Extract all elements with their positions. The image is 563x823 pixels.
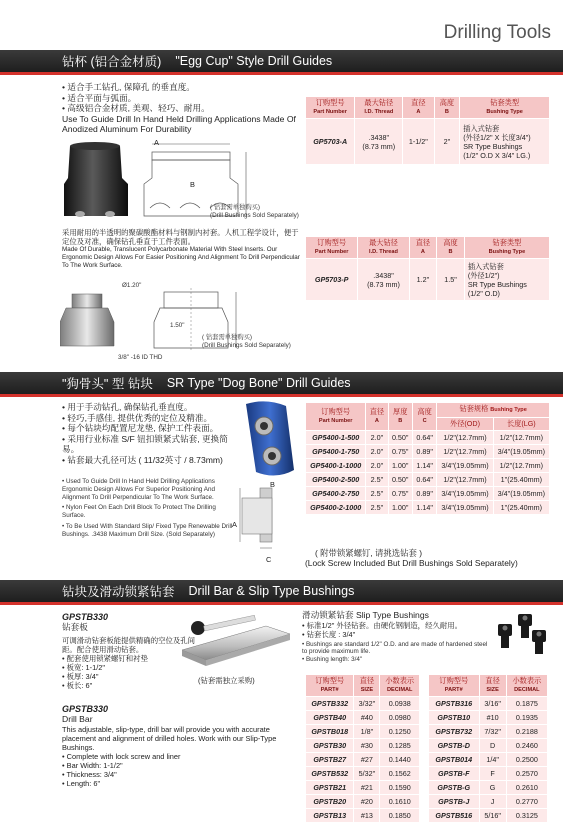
table-cell-part: GPSTB-G <box>429 781 480 795</box>
slip-bushing-table-left <box>305 674 420 823</box>
dog-bone-bullets-cn <box>62 402 230 466</box>
table-cell-dec: 0.2188 <box>506 725 547 739</box>
column-header: 高度 B <box>434 97 460 119</box>
column-header: 订购型号 Part Number <box>306 97 355 119</box>
bullet: • 轻巧,手感佳, 提供优秀的定位及精准。 <box>62 413 230 424</box>
table-cell-lg: 1"(25.40mm) <box>493 473 549 487</box>
table-cell-c: 1.14" <box>412 459 436 473</box>
table-cell-size: #27 <box>354 753 380 767</box>
table-cell-part: GPSTB532 <box>306 767 354 781</box>
table-cell-part: GPSTB014 <box>429 753 480 767</box>
part-name-cn: 钻套板 <box>62 622 88 632</box>
table-cell-lg: 3/4"(19.05mm) <box>493 445 549 459</box>
slip-bushing-table-right <box>428 674 548 823</box>
table-cell-dec: 0.1610 <box>380 795 420 809</box>
table-row <box>306 767 420 781</box>
column-header: 直径 SIZE <box>479 675 506 697</box>
table-cell-part: GP5400-2-1000 <box>306 501 366 515</box>
dim-b-label: B <box>190 180 195 189</box>
table-cell-size: D <box>479 739 506 753</box>
table-cell-part: GPSTB-J <box>429 795 480 809</box>
table-row <box>306 445 550 459</box>
table-cell-part: GP5400-2-500 <box>306 473 366 487</box>
table-row <box>429 711 548 725</box>
part-title: GPSTB330 <box>62 704 109 714</box>
table-cell-size: 3/32" <box>354 697 380 711</box>
table-cell-size: 7/32" <box>479 725 506 739</box>
description-en: This adjustable, slip-type, drill bar will provide you with accurate placement and alignment of drilled holes. Work with our Slip-Type Bushings. <box>62 724 277 752</box>
column-header: 小数表示 DECIMAL <box>380 675 420 697</box>
egg-cup-description: Use To Guide Drill In Hand Held Drilling Applications Made Of Anodized Aluminum For Durability <box>62 113 296 135</box>
section-title-en: "Egg Cup" Style Drill Guides <box>175 54 333 68</box>
table-row <box>306 459 550 473</box>
table-cell-part: GP5400-1-750 <box>306 445 366 459</box>
table-row <box>306 487 550 501</box>
dog-bone-note <box>305 548 518 568</box>
column-header: 直径 SIZE <box>354 675 380 697</box>
table-row <box>429 767 548 781</box>
column-header: 长度(LG) <box>493 417 549 431</box>
dim-a: 1.2" <box>409 259 437 301</box>
column-header: 直径 A <box>366 403 388 431</box>
table-cell-dec: 0.0980 <box>380 711 420 725</box>
dim-b: 2" <box>434 119 460 165</box>
column-header: 最大钻径 I.D. Thread <box>358 237 409 259</box>
table-cell-a: 2.5" <box>366 473 388 487</box>
table-row <box>429 781 548 795</box>
table-cell-od: 3/4"(19.05mm) <box>437 459 493 473</box>
dog-bone-bullets-en <box>62 478 240 539</box>
table-row <box>306 431 550 445</box>
column-header: 钻套类型 Bushing Type <box>464 237 549 259</box>
page-header <box>0 0 563 50</box>
table-row <box>306 259 550 301</box>
column-header: 钻套类型 Bushing Type <box>460 97 550 119</box>
table-cell-size: 3/16" <box>479 697 506 711</box>
column-header: 高度 B <box>437 237 465 259</box>
table-cell-size: F <box>479 767 506 781</box>
table-cell-c: 0.89" <box>412 487 436 501</box>
table-cell-part: GPSTB40 <box>306 711 354 725</box>
description-en: Made Of Durable, Translucent Polycarbonate Material With Steel Inserts. Our Ergonomic Design Allows For Easier Positioning And Alignment To Drill Perpendicular To The Work Surface. <box>62 246 300 269</box>
bullet: • 高级铝合金材质, 美观、轻巧、耐用。 <box>62 103 302 114</box>
table-cell-b: 0.50" <box>388 473 412 487</box>
table-cell-size: #10 <box>479 711 506 725</box>
dim-thread-label: 3/8" -16 ID THD <box>118 354 163 361</box>
table-cell-dec: 0.2770 <box>506 795 547 809</box>
table-cell-dec: 0.1285 <box>380 739 420 753</box>
table-cell-c: 0.64" <box>412 473 436 487</box>
description-cn: 可调滑动钻套板能提供精确的空位及孔间距。配合使用滑动钻套。 <box>62 635 196 654</box>
slip-bushings-info <box>302 610 492 664</box>
egg-cup-note <box>210 204 310 220</box>
table-cell-dec: 0.1250 <box>380 725 420 739</box>
column-header: 订购型号 PART# <box>429 675 480 697</box>
table-cell-od: 3/4"(19.05mm) <box>437 487 493 501</box>
table-cell-size: J <box>479 795 506 809</box>
bullet: • Bushings are standard 1/2" O.D. and are made of hardened steel to provide maximum life. <box>302 641 492 657</box>
bullet: • 标准1/2" 外径钻套。由硬化钢制造，经久耐用。 <box>302 621 492 630</box>
table-cell-c: 0.64" <box>412 431 436 445</box>
table-cell-dec: 0.1850 <box>380 809 420 823</box>
table-cell-od: 1/2"(12.7mm) <box>437 445 493 459</box>
bullet: • 每个钻块均配置尼龙垫, 保护工件表面。 <box>62 423 230 434</box>
table-cell-dec: 0.1440 <box>380 753 420 767</box>
table-row <box>429 809 548 823</box>
section-divider <box>0 72 563 75</box>
part-name-en: Drill Bar <box>62 714 93 724</box>
table-cell-dec: 0.1935 <box>506 711 547 725</box>
dim-b: 1.5" <box>437 259 465 301</box>
section-divider <box>0 602 563 605</box>
drill-bar-info-en <box>62 704 302 788</box>
table-row <box>306 739 420 753</box>
slip-bushings-drawing <box>492 610 554 668</box>
polycarbonate-description <box>62 228 302 269</box>
table-cell-a: 2.0" <box>366 431 388 445</box>
drill-bar-drawing <box>180 610 295 670</box>
dim-height-label: 1.50" <box>170 322 185 329</box>
table-cell-part: GPSTB316 <box>429 697 480 711</box>
table-cell-dec: 0.1590 <box>380 781 420 795</box>
table-cell-dec: 0.2460 <box>506 739 547 753</box>
table-cell-od: 1/2"(12.7mm) <box>437 473 493 487</box>
table-cell-part: GPSTB732 <box>429 725 480 739</box>
bullet: • Used To Guide Drill In Hand Held Drilling Applications Ergonomic Design Allows For Superior Positioning And Alignment To Drill Perpendicular To The Work Surface. <box>62 478 240 501</box>
table-cell-size: #20 <box>354 795 380 809</box>
table-cell-b: 0.50" <box>388 431 412 445</box>
bullet: • 适合手工钻孔, 保障孔 的垂直度。 <box>62 82 302 93</box>
table-cell-a: 2.5" <box>366 487 388 501</box>
table-cell-a: 2.0" <box>366 459 388 473</box>
table-row <box>306 795 420 809</box>
part-number: GP5703-A <box>306 119 355 165</box>
table-row <box>429 739 548 753</box>
section-title-en: Drill Bar & Slip Type Bushings <box>188 584 355 598</box>
section-divider <box>0 394 563 397</box>
table-row <box>306 781 420 795</box>
table-row <box>306 697 420 711</box>
part-title: GPSTB330 <box>62 612 109 622</box>
table-cell-lg: 3/4"(19.05mm) <box>493 487 549 501</box>
description-cn: 采用耐用的半透明的聚碳酸酯材料与钢制内衬套。人机工程学设计，便于定位及对准，确保钻孔垂直于工件表面。 <box>62 228 299 246</box>
table-cell-dec: 0.2610 <box>506 781 547 795</box>
table-row <box>306 809 420 823</box>
column-header: 小数表示 DECIMAL <box>506 675 547 697</box>
table-cell-size: #21 <box>354 781 380 795</box>
column-header: 订购型号 Part Number <box>306 403 366 431</box>
bullet: • Length: 6" <box>62 779 302 788</box>
table-cell-dec: 0.3125 <box>506 809 547 823</box>
column-header: 直径 A <box>409 237 437 259</box>
table-cell-size: 1/8" <box>354 725 380 739</box>
slip-title-cn: 滑动锁紧钻套 <box>302 610 354 620</box>
slip-title-en: Slip Type Bushings <box>355 610 429 620</box>
table-cell-part: GPSTB20 <box>306 795 354 809</box>
table-cell-dec: 0.0938 <box>380 697 420 711</box>
column-header: 钻套规格 Bushing Type <box>437 403 550 418</box>
table-cell-part: GPSTB516 <box>429 809 480 823</box>
table-cell-size: 1/4" <box>479 753 506 767</box>
table-cell-part: GPSTB21 <box>306 781 354 795</box>
table-cell-part: GP5400-1-1000 <box>306 459 366 473</box>
section-band-egg-cup <box>0 50 563 72</box>
table-cell-part: GPSTB-F <box>429 767 480 781</box>
table-cell-part: GPSTB13 <box>306 809 354 823</box>
table-row <box>429 725 548 739</box>
table-cell-lg: 1/2"(12.7mm) <box>493 431 549 445</box>
table-cell-size: G <box>479 781 506 795</box>
table-cell-part: GPSTB10 <box>429 711 480 725</box>
id-thread: .3438" (8.73 mm) <box>355 119 403 165</box>
table-cell-dec: 0.2570 <box>506 767 547 781</box>
column-header: 订购型号 PART# <box>306 675 354 697</box>
bushing-type: 插入式钻套 (外径1/2" X 长度3/4") SR Type Bushings (1/2" O.D X 3/4" LG.) <box>460 119 550 165</box>
page-title: Drilling Tools <box>443 22 551 43</box>
table-cell-a: 2.0" <box>366 445 388 459</box>
bullet: • Complete with lock screw and liner <box>62 752 302 761</box>
bullet: • 板厚: 3/4" <box>62 672 202 681</box>
table-cell-size: #40 <box>354 711 380 725</box>
note-en: (Drill Bushings Sold Separately) <box>210 211 299 219</box>
bullet: • To Be Used With Standard Slip/ Fixed Type Renewable Drill Bushings. .3438 Maximum Drill Size. (Sold Separately) <box>62 523 240 539</box>
table-row <box>429 697 548 711</box>
column-header: 最大钻径 I.D. Thread <box>355 97 403 119</box>
note-cn: ( 钻套需单独购买) <box>202 334 253 341</box>
table-row <box>306 725 420 739</box>
section-band-dog-bone <box>0 372 563 394</box>
table-cell-a: 2.5" <box>366 501 388 515</box>
polycarbonate-note <box>202 334 302 350</box>
column-header: 订购型号 Part Number <box>306 237 358 259</box>
table-row <box>306 119 550 165</box>
bullet: • 钻套最大孔径可达 ( 11/32英寸 / 8.73mm) <box>62 455 230 466</box>
egg-cup-spec-table-p <box>305 236 550 301</box>
table-cell-dec: 0.1562 <box>380 767 420 781</box>
table-cell-od: 1/2"(12.7mm) <box>437 431 493 445</box>
table-cell-size: 5/16" <box>479 809 506 823</box>
table-cell-b: 0.75" <box>388 445 412 459</box>
table-cell-part: GPSTB27 <box>306 753 354 767</box>
column-header: 高度 C <box>412 403 436 431</box>
table-row <box>306 711 420 725</box>
bullet: • Thickness: 3/4" <box>62 770 302 779</box>
table-cell-size: #13 <box>354 809 380 823</box>
note-cn: ( 钻套需单独购买) <box>210 204 261 211</box>
bullet: • 配套使用锁紧螺钉和衬垫 <box>62 654 202 663</box>
table-row <box>306 473 550 487</box>
table-cell-c: 0.89" <box>412 445 436 459</box>
bushing-type: 插入式钻套 (外径1/2") SR Type Bushings (1/2" O.D) <box>464 259 549 301</box>
table-cell-part: GPSTB332 <box>306 697 354 711</box>
note-en: (Drill Bushings Sold Separately) <box>202 341 291 349</box>
drill-bar-note: (钻套需独立采购) <box>198 676 255 685</box>
egg-cup-spec-table-a <box>305 96 550 165</box>
note-en: (Lock Screw Included But Drill Bushings Sold Separately) <box>305 558 518 568</box>
table-cell-part: GPSTB018 <box>306 725 354 739</box>
section-title-cn: "狗骨头" 型 钻块 <box>62 377 153 391</box>
table-cell-size: #30 <box>354 739 380 753</box>
table-cell-b: 0.75" <box>388 487 412 501</box>
egg-cup-bullets <box>62 82 302 135</box>
table-cell-part: GPSTB30 <box>306 739 354 753</box>
table-cell-dec: 0.1875 <box>506 697 547 711</box>
table-cell-od: 3/4"(19.05mm) <box>437 501 493 515</box>
table-cell-b: 1.00" <box>388 501 412 515</box>
table-cell-lg: 1"(25.40mm) <box>493 501 549 515</box>
section-band-drill-bar <box>0 580 563 602</box>
section-title-en: SR Type "Dog Bone" Drill Guides <box>166 376 351 390</box>
column-header: 外径(OD) <box>437 417 493 431</box>
table-cell-c: 1.14" <box>412 501 436 515</box>
table-row <box>429 795 548 809</box>
bullet: • Nylon Feet On Each Drill Block To Protect The Drilling Surface. <box>62 504 240 520</box>
table-row <box>429 753 548 767</box>
dim-a-label: A <box>154 138 159 147</box>
bullet: • 采用行业标准 S/F 钮扣锁紧式钻套, 更换简易。 <box>62 434 230 455</box>
table-cell-size: 5/32" <box>354 767 380 781</box>
table-cell-lg: 1/2"(12.7mm) <box>493 459 549 473</box>
bullet: • 适合平面与弧面。 <box>62 93 302 104</box>
column-header: 厚度 B <box>388 403 412 431</box>
table-row <box>306 501 550 515</box>
part-number: GP5703-P <box>306 259 358 301</box>
table-cell-part: GP5400-1-500 <box>306 431 366 445</box>
dim-a-label: A <box>232 520 237 529</box>
bullet: • Bar Width: 1-1/2" <box>62 761 302 770</box>
table-cell-dec: 0.2500 <box>506 753 547 767</box>
note-cn: ( 附带锁紧螺钉, 请挑选钻套 ) <box>315 548 423 558</box>
dim-diameter-label: Ø1.20" <box>122 282 142 289</box>
table-row <box>306 753 420 767</box>
column-header: 直径 A <box>403 97 434 119</box>
table-cell-part: GP5400-2-750 <box>306 487 366 501</box>
section-title-cn: 钻杯 (铝合金材质) <box>62 55 162 69</box>
bullet: • 用于手动钻孔, 确保钻孔垂直度。 <box>62 402 230 413</box>
dog-bone-spec-table <box>305 402 550 515</box>
table-cell-b: 1.00" <box>388 459 412 473</box>
bullet: • 板宽: 1-1/2" <box>62 663 202 672</box>
section-title-cn: 钻块及滑动锁紧钻套 <box>62 585 175 599</box>
bullet: • 板长: 6" <box>62 681 202 690</box>
dim-b-label: B <box>270 480 275 489</box>
bullet: • Bushing length: 3/4" <box>302 656 492 664</box>
dim-a: 1-1/2" <box>403 119 434 165</box>
bullet: • 钻套长度 : 3/4" <box>302 630 492 639</box>
id-thread: .3438" (8.73 mm) <box>358 259 409 301</box>
table-cell-part: GPSTB-D <box>429 739 480 753</box>
dim-c-label: C <box>266 555 272 564</box>
